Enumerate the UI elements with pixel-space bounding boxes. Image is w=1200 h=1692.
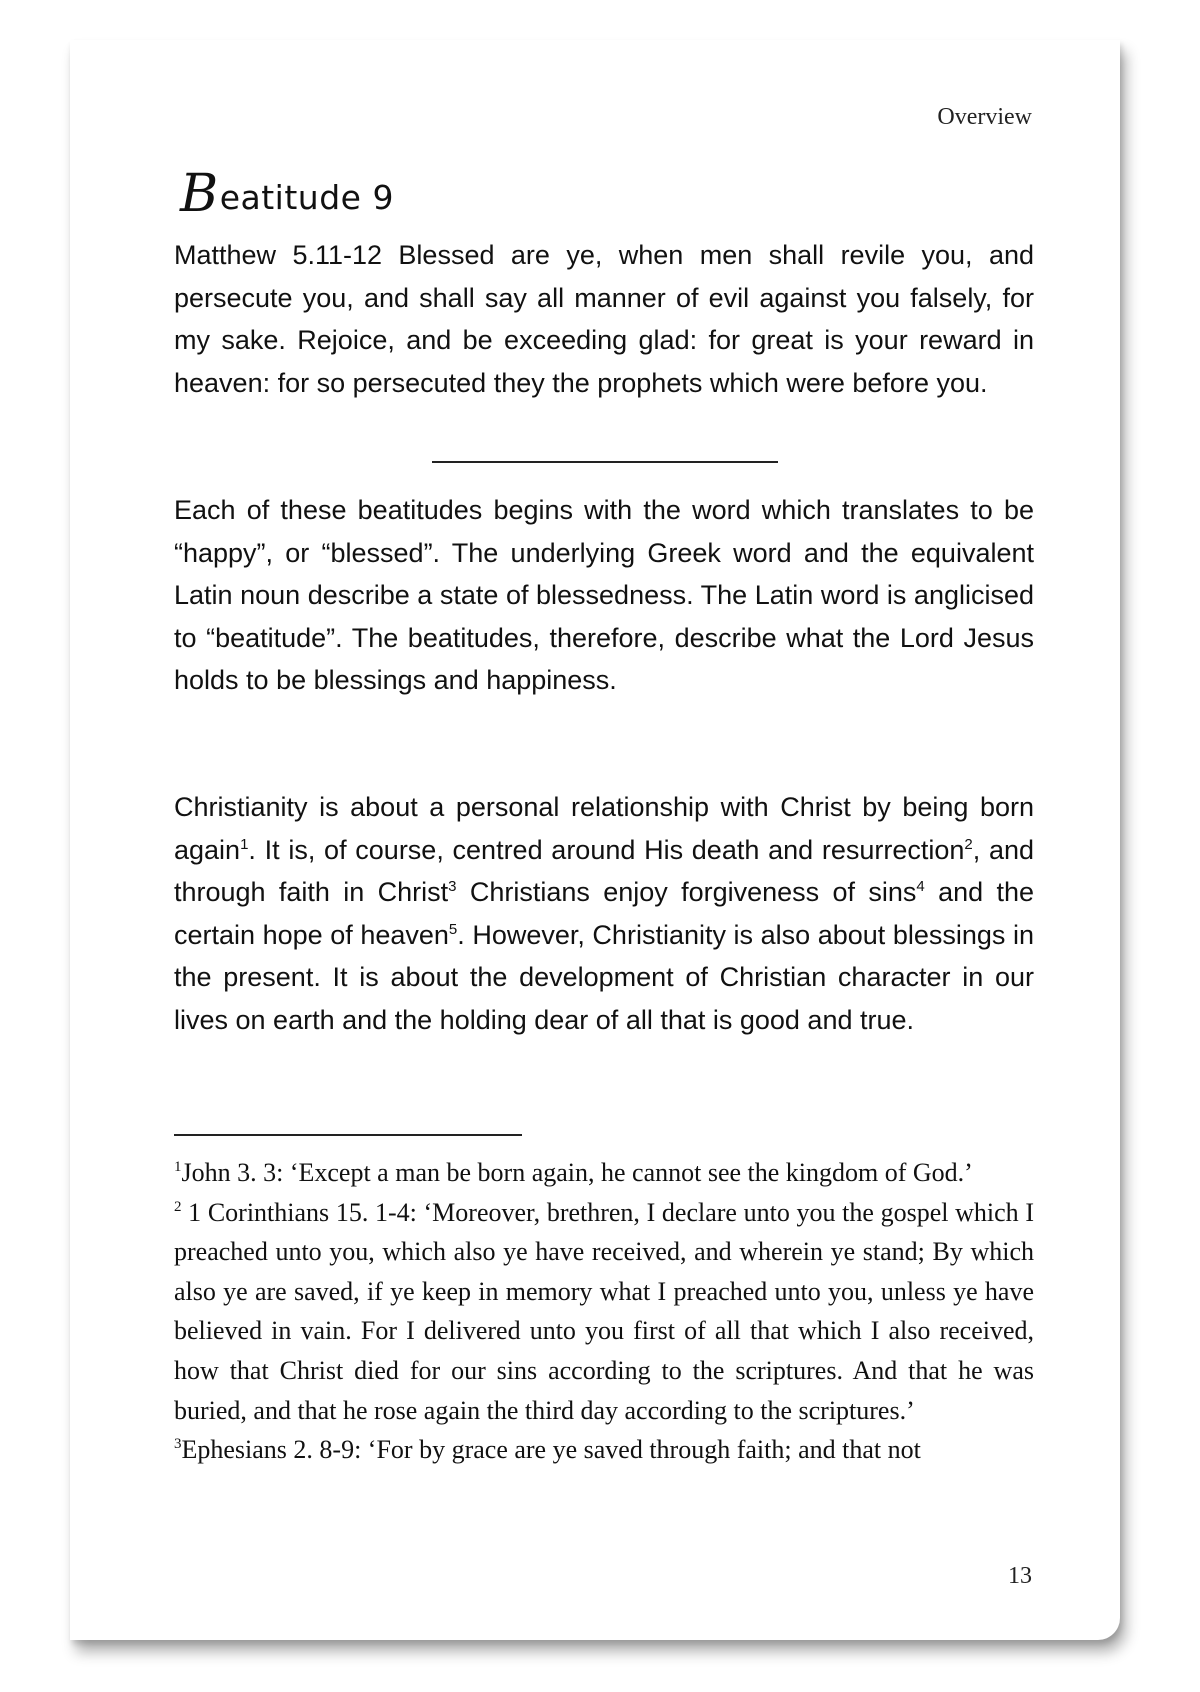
section-divider bbox=[432, 461, 778, 463]
drop-cap-letter: B bbox=[180, 164, 219, 224]
running-head: Overview bbox=[937, 104, 1032, 130]
footnote-marker: 3 bbox=[174, 1436, 182, 1453]
paragraph-beatitudes-meaning: Each of these beatitudes begins with the word which translates to be “happy”, or “blessed”. The underlying Greek word and the equivalent Latin noun describe a state of blessedness. The Latin word is anglicised to “beatitude”. The beatitudes, therefore, describe what the Lord Jesus holds to be blessings and happiness. bbox=[174, 495, 1034, 695]
footnote-reference[interactable]: 5 bbox=[448, 920, 458, 938]
paragraph-segment: , and through faith in Christ bbox=[174, 834, 1034, 907]
footnote-separator bbox=[174, 1134, 522, 1136]
footnote-marker: 1 bbox=[174, 1159, 182, 1175]
footnote-reference[interactable]: 4 bbox=[916, 878, 925, 895]
footnote bbox=[174, 1193, 1034, 1431]
footnote bbox=[174, 1153, 1034, 1193]
paragraph-segment: . However, Christianity is also about blessings in the present. It is about the development of Christian character in our lives on earth and the holding dear of all that is good and true. bbox=[174, 919, 1034, 1035]
paragraph-segment: Christianity is about a personal relationship with Christ by being born again bbox=[174, 792, 1034, 865]
page-number: 13 bbox=[1008, 1563, 1032, 1589]
footnote-text: Ephesians 2. 8-9: ‘For by grace are ye saved through faith; and that not bbox=[181, 1435, 921, 1465]
paragraph-segment: Christians enjoy forgiveness of sins bbox=[456, 877, 917, 907]
footnotes bbox=[174, 1153, 1034, 1470]
footnote-text: 1 Corinthians 15. 1-4: ‘Moreover, brethren, I declare unto you the gospel which I preached unto you, which also ye have received, and wherein ye stand; By which also ye are saved, if ye keep in memory what I preached unto you, unless ye have believed in vain. For I delivered unto you first of all that which I also received, how that Christ died for our sins according to the scriptures. And that he was buried, and that he rose again the third day according to the scriptures.’ bbox=[174, 1197, 1034, 1425]
chapter-title-text: eatitude 9 bbox=[219, 178, 394, 217]
chapter-title bbox=[180, 164, 394, 224]
paragraph-segment: . It is, of course, centred around His death and resurrection bbox=[248, 834, 965, 865]
paragraph-segment: and the certain hope of heaven bbox=[174, 877, 1034, 950]
scripture-verse: Matthew 5.11-12 Blessed are ye, when men shall revile you, and persecute you, and shall say all manner of evil against you falsely, for my sake. Rejoice, and be exceeding glad: for great is your reward in heaven: for so persecuted they the prophets which were before you. bbox=[174, 240, 1034, 398]
footnote-reference[interactable]: 3 bbox=[448, 878, 457, 895]
footnote-marker: 2 bbox=[174, 1198, 182, 1215]
footnote-reference[interactable]: 2 bbox=[964, 835, 973, 853]
footnote-reference[interactable]: 1 bbox=[240, 835, 249, 853]
footnote bbox=[174, 1430, 1034, 1470]
footnote-text: John 3. 3: ‘Except a man be born again, he cannot see the kingdom of God.’ bbox=[181, 1158, 973, 1187]
paragraph-christianity bbox=[174, 786, 1034, 1041]
